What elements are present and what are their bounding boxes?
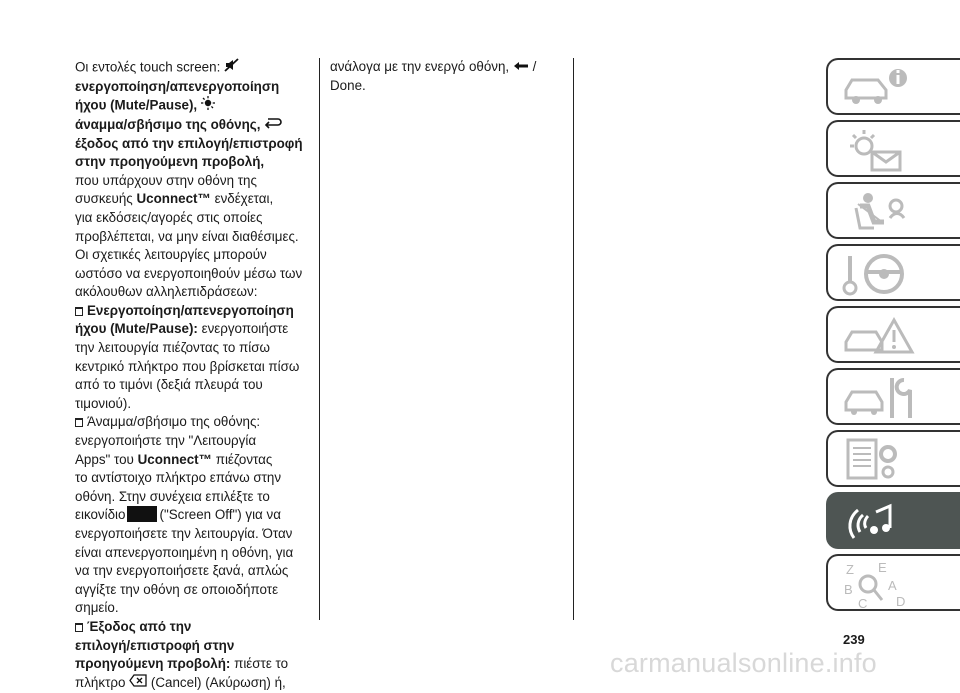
text-line: ακόλουθων αλληλεπιδράσεων: (75, 284, 258, 300)
bullet-icon (75, 623, 83, 632)
bold-text: προηγούμενη προβολή: (75, 656, 231, 672)
bold-text: επιλογή/επιστροφή στην (75, 637, 235, 653)
text: συσκευής (75, 191, 137, 207)
tab-car-info[interactable] (826, 58, 960, 115)
tab-emergency[interactable] (826, 306, 960, 363)
text-line: Οι σχετικές λειτουργίες μπορούν (75, 247, 267, 263)
text-line: ωστόσο να ενεργοποιηθούν μέσω των (75, 265, 303, 281)
tab-steering-key[interactable] (826, 244, 960, 301)
text: Άναμμα/σβήσιμο της οθόνης: (87, 414, 261, 430)
back-arrow-icon (513, 58, 529, 77)
text-line: να την ενεργοποιήσετε ξανά, απλώς (75, 563, 289, 579)
car-info-icon (838, 64, 928, 112)
brand-name: Uconnect™ (137, 451, 212, 467)
tab-multimedia[interactable] (826, 492, 960, 549)
text-line (75, 116, 315, 135)
bold-text: ήχου (Mute/Pause): (75, 321, 198, 337)
seat-safety-icon (838, 188, 928, 236)
steering-key-icon (838, 250, 928, 298)
text-line (75, 135, 315, 154)
text-line (75, 58, 315, 78)
bullet-item (75, 413, 315, 432)
text: (Cancel) (Ακύρωση) ή, (150, 674, 286, 690)
index-icon (838, 560, 928, 612)
watermark-footer: carmanualsonline.info (610, 648, 877, 678)
text: πιέστε το (230, 656, 289, 672)
text-line (75, 320, 315, 339)
text-line: κεντρικό πλήκτρο που βρίσκεται πίσω (75, 358, 300, 374)
text-line: για εκδόσεις/αγορές στις οποίες (75, 209, 263, 225)
page-number: 239 (843, 632, 865, 647)
text-line: από το τιμόνι (δεξιά πλευρά του (75, 377, 263, 393)
right-column (330, 58, 570, 95)
text: ανάλογα με την ενεργό οθόνη, (330, 59, 510, 74)
tab-technical-data[interactable] (826, 430, 960, 487)
tab-maintenance[interactable] (826, 368, 960, 425)
bold-text: ενεργοποίηση/απενεργοποίηση (75, 78, 280, 94)
screen-off-icon (127, 506, 157, 522)
text: εικονίδιο (75, 507, 126, 523)
svg-text:E: E (878, 560, 887, 575)
mute-icon (224, 58, 240, 78)
multimedia-icon (838, 498, 928, 546)
bullet-item (75, 618, 315, 637)
column-divider (319, 58, 320, 620)
text: / (528, 59, 537, 74)
intro-text: Οι εντολές touch screen: (75, 59, 221, 75)
left-column (75, 58, 315, 693)
tab-index[interactable] (826, 554, 960, 611)
text: ("Screen Off") για να (159, 507, 281, 523)
text: πλήκτρο (75, 674, 126, 690)
technical-data-icon (838, 436, 928, 484)
maintenance-icon (838, 374, 928, 422)
svg-text:A: A (888, 578, 897, 593)
brand-name: Uconnect™ (136, 191, 211, 207)
text-line: που υπάρχουν στην οθόνη της (75, 172, 257, 188)
text-line: είναι απενεργοποιημένη η οθόνη, για (75, 544, 294, 560)
bold-text: Έξοδος από την (87, 618, 192, 634)
text: πιέζοντας (212, 451, 273, 467)
text-line: το αντίστοιχο πλήκτρο επάνω στην (75, 470, 282, 486)
bullet-icon (75, 418, 83, 427)
bold-text: Ενεργοποίηση/απενεργοποίηση (87, 302, 294, 318)
text-line (75, 451, 315, 470)
text-line (75, 190, 315, 209)
text-line: ενεργοποιήσετε την λειτουργία. Όταν (75, 526, 293, 541)
emergency-icon (838, 312, 928, 360)
warning-lights-icon (838, 126, 928, 174)
text-line: ενεργοποιήστε την "Λειτουργία (75, 433, 257, 449)
text-line (75, 674, 315, 693)
text: ενεργοποιήστε (197, 321, 289, 337)
text-line: τιμονιού). (75, 395, 132, 411)
text-line (75, 78, 315, 97)
text: Apps" του (75, 451, 138, 467)
text-line (75, 637, 315, 656)
bullet-item (75, 302, 315, 321)
text-line (75, 506, 315, 525)
tab-seat-safety[interactable] (826, 182, 960, 239)
text-line: την λειτουργία πιέζοντας το πίσω (75, 340, 270, 356)
bold-text: άναμμα/σβήσιμο της οθόνης, (75, 116, 261, 132)
bullet-icon (75, 307, 83, 316)
text-line: σημείο. (75, 600, 119, 616)
brightness-icon (201, 96, 215, 116)
text-line: προβλέπεται, να μην είναι διαθέσιμες. (75, 228, 299, 244)
text-line (75, 153, 315, 172)
text-line (330, 58, 570, 77)
text-line: αγγίξτε την οθόνη σε οποιοδήποτε (75, 581, 279, 597)
text-line (75, 655, 315, 674)
text: ενδέχεται, (210, 191, 274, 207)
svg-text:B: B (844, 582, 853, 597)
text-line (75, 96, 315, 116)
svg-text:C: C (858, 596, 868, 611)
bold-text: έξοδος από την επιλογή/επιστροφή (75, 135, 303, 151)
bold-text: ήχου (Mute/Pause), (75, 97, 198, 113)
text-line: Done. (330, 77, 366, 93)
svg-text:Z: Z (846, 562, 854, 577)
return-icon (264, 116, 282, 135)
svg-text:D: D (896, 594, 906, 609)
tab-warning-lights[interactable] (826, 120, 960, 177)
text-line: οθόνη. Στην συνέχεια επιλέξτε το (75, 488, 270, 504)
cancel-key-icon (129, 674, 147, 693)
column-divider (573, 58, 574, 620)
bold-text: στην προηγούμενη προβολή, (75, 154, 265, 170)
